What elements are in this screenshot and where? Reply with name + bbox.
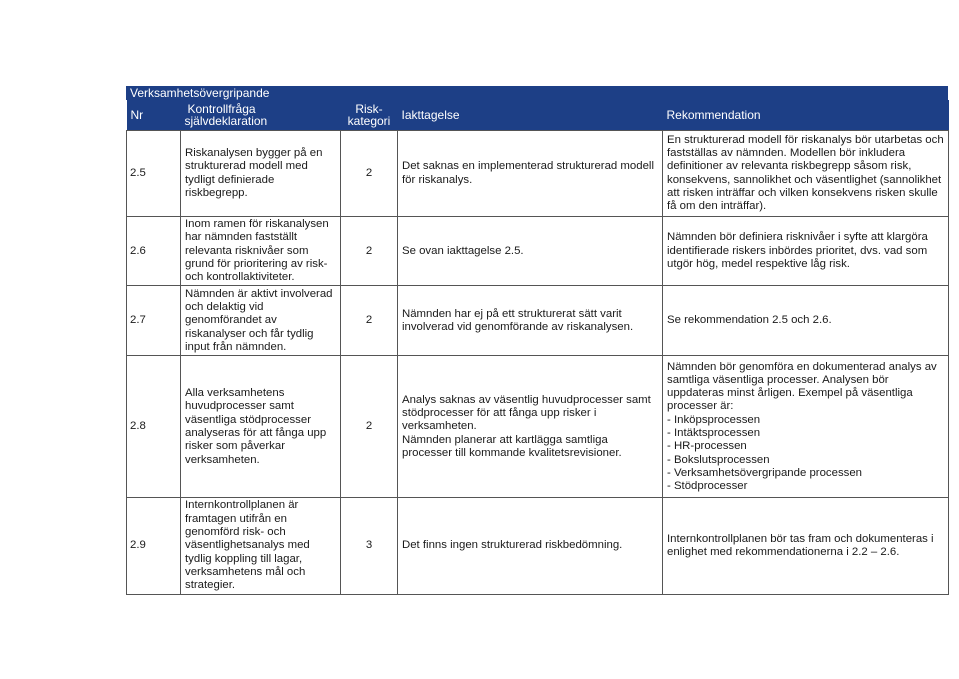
table-header-row xyxy=(127,100,949,131)
row-question: Alla verksamhetens huvudprocesser samt väsentliga stödprocesser analyseras för att fånga upp risker som påverkar verksamheten. xyxy=(181,356,341,498)
row-recommendation xyxy=(663,356,949,498)
header-nr: Nr xyxy=(127,100,181,131)
row-recommendation: Nämnden bör definiera risknivåer i syfte att klargöra identifierade riskers inbördes prioritet, dvs. vad som utgör hög, medel respektive låg risk. xyxy=(663,217,949,286)
header-recommendation: Rekommendation xyxy=(663,100,949,131)
row-observation xyxy=(398,356,663,498)
row-nr: 2.8 xyxy=(127,356,181,498)
row-question: Nämnden är aktivt involverad och delaktig vid genomförandet av riskanalyser och får tydlig input från nämnden. xyxy=(181,286,341,356)
row-category: 2 xyxy=(341,356,398,498)
row-category: 2 xyxy=(341,286,398,356)
row-observation: Se ovan iakttagelse 2.5. xyxy=(398,217,663,286)
list-item: - Stödprocesser xyxy=(667,480,748,493)
row-question: Internkontrollplanen är framtagen utifrån en genomförd risk- och väsentlighetsanalys med tydlig koppling till lagar, verksamhetens mål och strategier. xyxy=(181,498,341,594)
row-nr: 2.7 xyxy=(127,286,181,356)
recommendation-text: Nämnden bör genomföra en dokumenterad analys av samtliga väsentliga processer. Analysen bör uppdateras minst årligen. Exempel på väsentliga processer är: xyxy=(667,360,937,413)
table-row xyxy=(127,286,949,356)
list-item: - Verksamhetsövergripande processen xyxy=(667,466,863,479)
header-question: Kontrollfråga självdeklaration xyxy=(181,100,341,131)
row-question: Riskanalysen bygger på en strukturerad modell med tydligt definierade riskbegrepp. xyxy=(181,131,341,217)
observation-text: Analys saknas av väsentlig huvudprocesser samt stödprocesser för att fånga upp risker i verksamheten. xyxy=(402,393,651,433)
row-question: Inom ramen för riskanalysen har nämnden fastställt relevanta risknivåer som grund för prioritering av risk- och kontrollaktiviteter. xyxy=(181,217,341,286)
row-recommendation: Internkontrollplanen bör tas fram och dokumenteras i enlighet med rekommendationerna i 2.2 – 2.6. xyxy=(663,498,949,594)
risk-table-sheet xyxy=(126,86,948,595)
observation-text-2: Nämnden planerar att kartlägga samtliga processer till kommande kvalitetsrevisioner. xyxy=(402,433,622,459)
row-observation: Det saknas en implementerad strukturerad modell för riskanalys. xyxy=(398,131,663,217)
list-item: - Inköpsprocessen xyxy=(667,413,761,426)
table-row xyxy=(127,498,949,594)
row-nr: 2.6 xyxy=(127,217,181,286)
list-item: - HR-processen xyxy=(667,440,747,453)
risk-table xyxy=(126,100,949,595)
table-row xyxy=(127,131,949,217)
row-nr: 2.5 xyxy=(127,131,181,217)
row-category: 2 xyxy=(341,131,398,217)
row-nr: 2.9 xyxy=(127,498,181,594)
row-observation: Nämnden har ej på ett strukturerat sätt varit involverad vid genomförande av riskanalysen. xyxy=(398,286,663,356)
row-recommendation: Se rekommendation 2.5 och 2.6. xyxy=(663,286,949,356)
table-row xyxy=(127,217,949,286)
row-category: 3 xyxy=(341,498,398,594)
row-category: 2 xyxy=(341,217,398,286)
header-observation: Iakttagelse xyxy=(398,100,663,131)
list-item: - Bokslutsprocessen xyxy=(667,453,770,466)
row-recommendation: En strukturerad modell för riskanalys bör utarbetas och fastställas av nämnden. Modellen bör inkludera definitioner av relevanta riskbegrepp såsom risk, konsekvens, sannolikhet och väsentlighet (sannolikhet att risken inträffar och vilken konsekvens risken skulle få om den inträffar). xyxy=(663,131,949,217)
section-title: Verksamhetsövergripande xyxy=(126,86,948,100)
row-observation: Det finns ingen strukturerad riskbedömning. xyxy=(398,498,663,594)
header-category: Risk- kategori xyxy=(341,100,398,131)
list-item: - Intäktsprocessen xyxy=(667,426,761,439)
table-row xyxy=(127,356,949,498)
